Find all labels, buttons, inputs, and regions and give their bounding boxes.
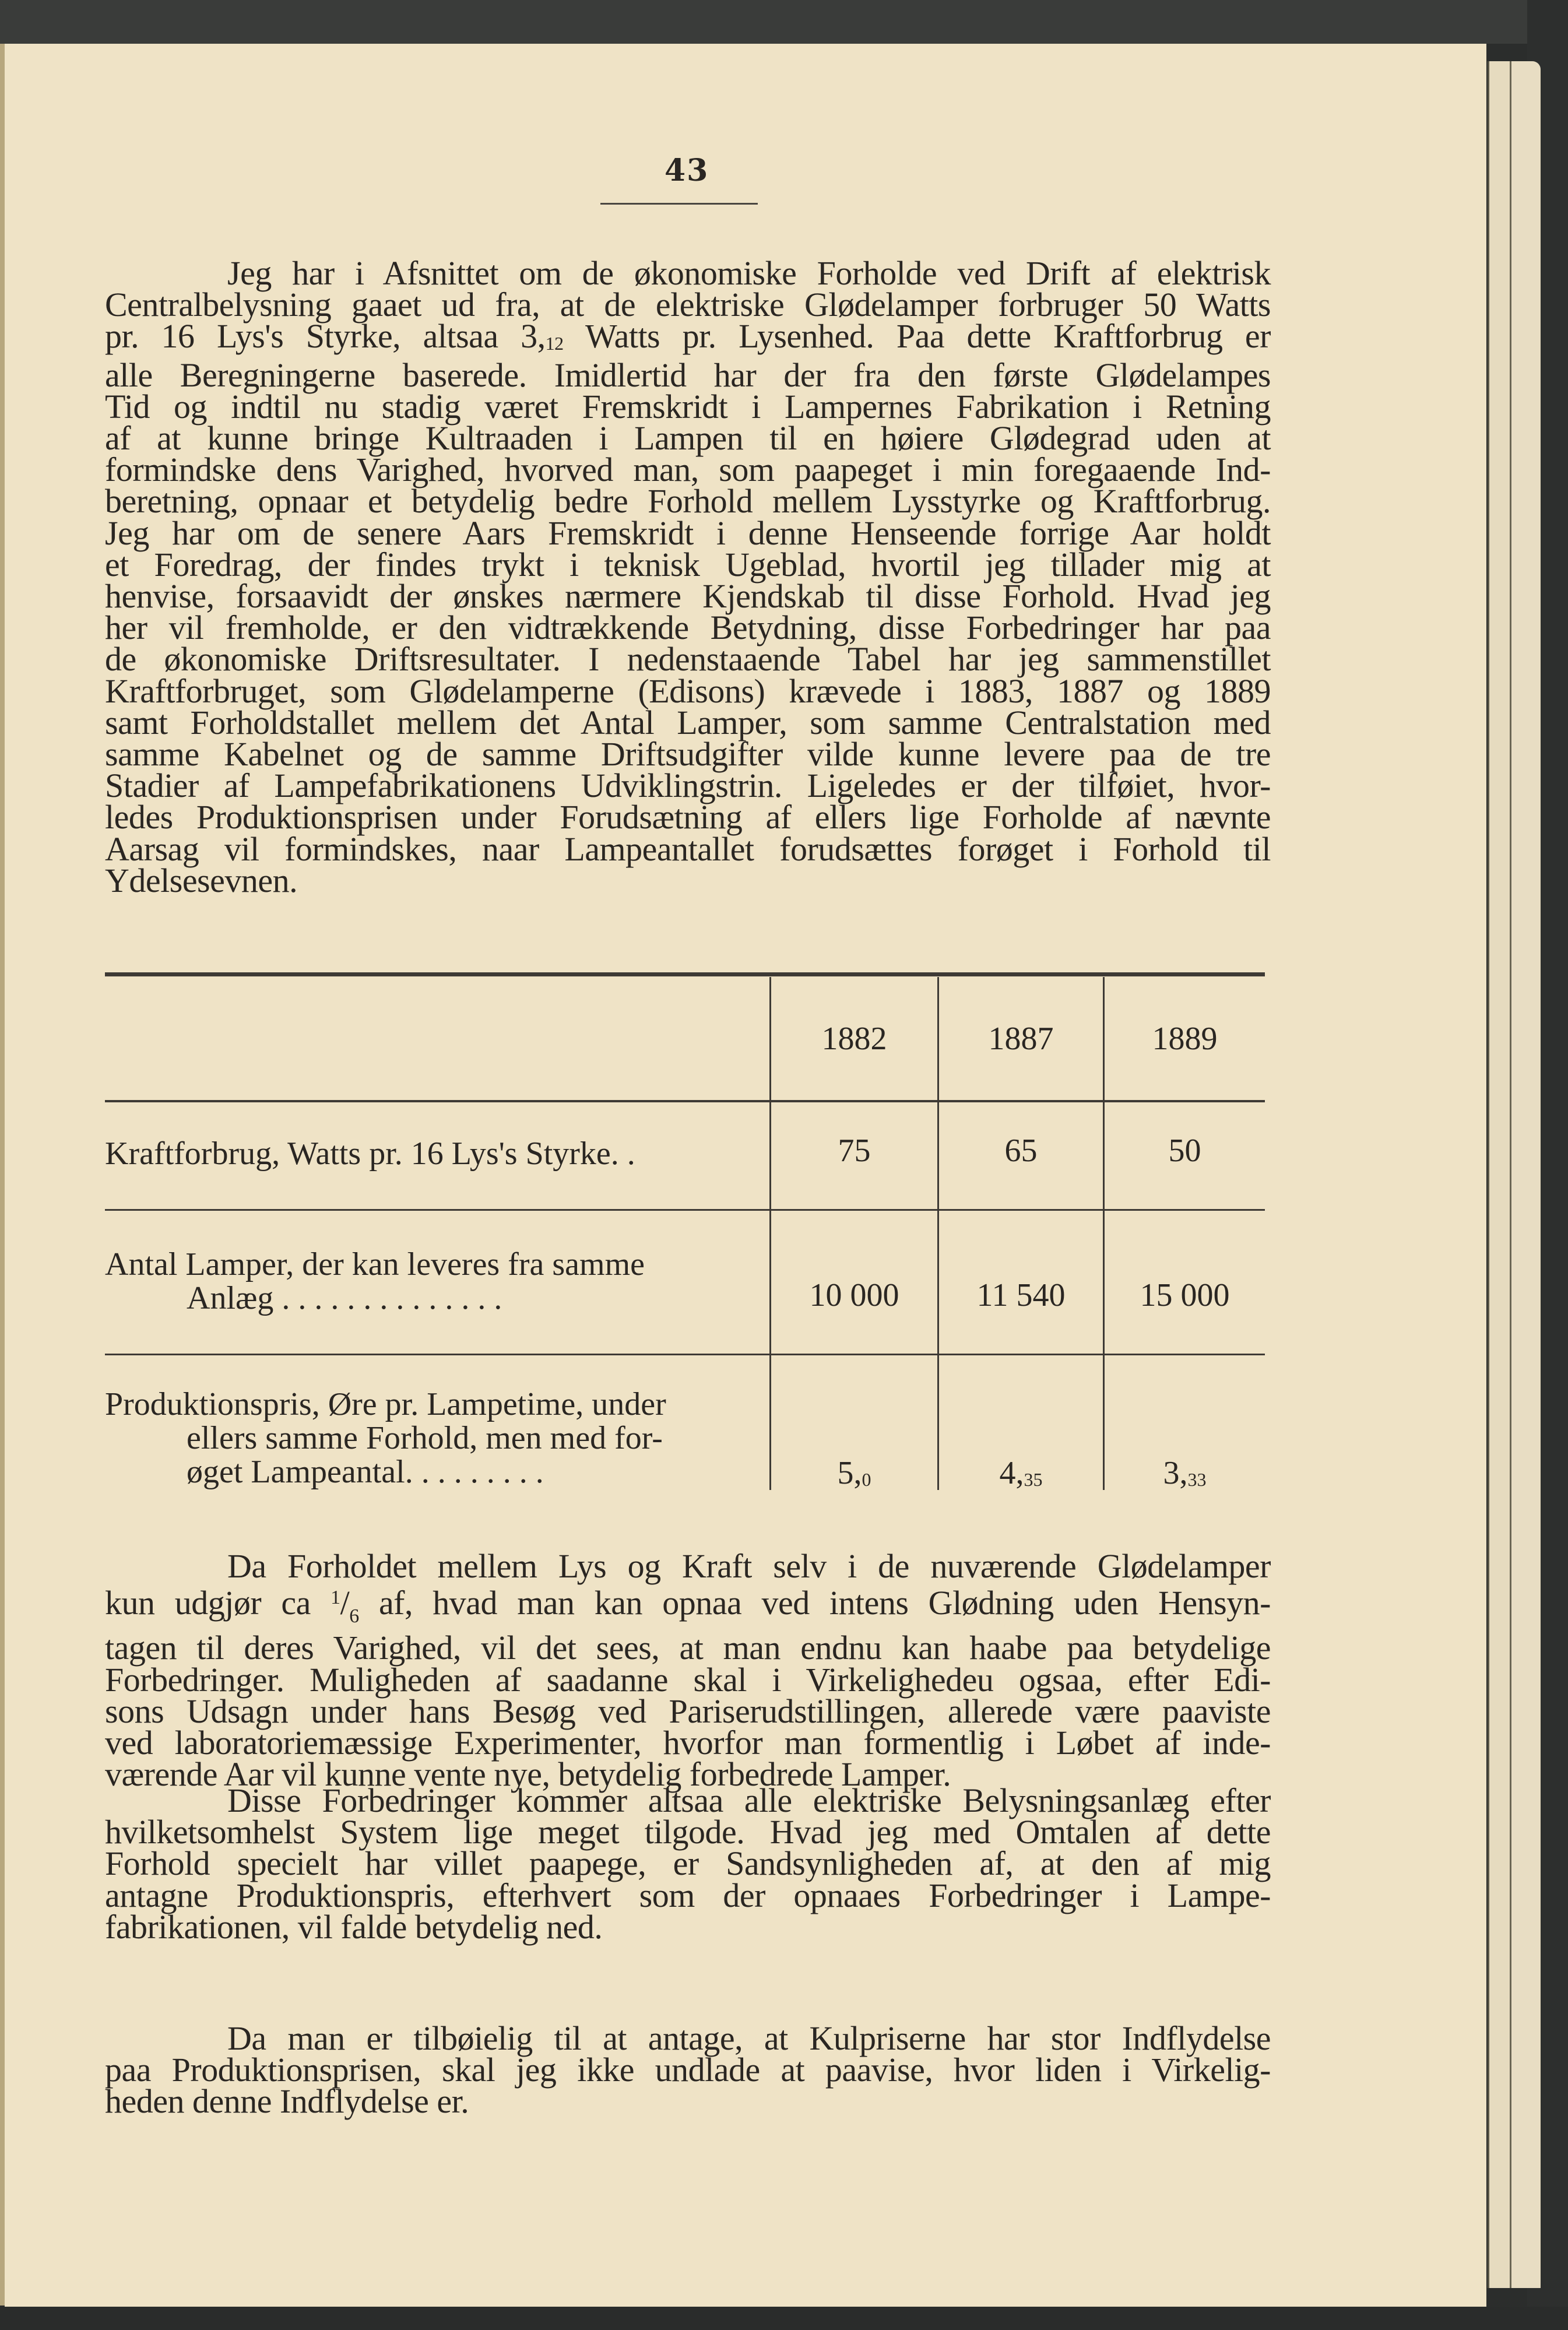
table-cell: 75 <box>838 1133 871 1169</box>
paragraph-3 <box>105 1781 1271 1946</box>
value-int: 4, <box>999 1455 1024 1491</box>
text-fragment: af, hvad man kan opnaa ved intens Glødning uden Hensyn- <box>358 1584 1271 1622</box>
book-cover-top <box>0 0 1568 44</box>
text-line: Jeg har om de senere Aars Fremskridt i denne Henseende forrige Aar holdt <box>105 514 1271 552</box>
row-label-text: Anlæg . . . . . . . . . . . . . . <box>187 1280 502 1316</box>
text-line: Kraftforbruget, som Glødelamperne (Edisons) krævede i 1883, 1887 og 1889 <box>105 672 1271 710</box>
text-line: værende Aar vil kunne vente nye, betydelig forbedrede Lamper. <box>105 1755 951 1794</box>
paragraph-1 <box>105 254 1271 899</box>
page-gutter <box>0 44 5 2306</box>
row-label-text: Produktionspris, Øre pr. Lampetime, under <box>105 1386 666 1422</box>
text-fragment: Watts pr. Lysenhed. Paa dette Kraftforbrug er <box>563 317 1271 356</box>
text-line: Ydelsesevnen. <box>105 861 298 899</box>
table-cell: 10 000 <box>809 1277 899 1313</box>
column-header-1889: 1889 <box>1152 1021 1218 1057</box>
table-cell: 15 000 <box>1140 1277 1230 1313</box>
text-line: Da Forholdet mellem Lys og Kraft selv i de nuværende Glødelamper <box>227 1547 1271 1585</box>
text-line: et Foredrag, der findes trykt i teknisk Ugeblad, hvortil jeg tillader mig at <box>105 545 1271 584</box>
text-fragment: pr. 16 Lys's Styrke, altsaa 3, <box>105 317 546 356</box>
text-line: henvise, forsaavidt der ønskes nærmere Kjendskab til disse Forhold. Hvad jeg <box>105 577 1271 616</box>
text-line: alle Beregningerne baserede. Imidlertid har der fra den første Glødelampes <box>105 356 1271 394</box>
table-cell <box>771 1454 937 1492</box>
fraction-numerator: 1 <box>331 1587 340 1609</box>
text-line <box>105 317 1271 359</box>
table-header-rule <box>105 1100 1265 1102</box>
subscript-decimal: 12 <box>545 333 564 354</box>
page-leaf-edge <box>1510 61 1541 2288</box>
text-line: af at kunne bringe Kultraaden i Lampen til en høiere Glødegrad uden at <box>105 419 1271 458</box>
text-line: formindske dens Varighed, hvorved man, som paapeget i min foregaaende Ind- <box>105 451 1271 489</box>
value-decimal: 33 <box>1187 1469 1207 1490</box>
text-line: ledes Produktionsprisen under Forudsætning af ellers lige Forholde af nævnte <box>105 798 1271 837</box>
text-line: antagne Produktionspris, efterhvert som der opnaaes Forbedringer i Lampe- <box>105 1876 1271 1914</box>
text-line: heden denne Indflydelse er. <box>105 2082 469 2121</box>
column-header-1882: 1882 <box>821 1021 887 1057</box>
text-line: beretning, opnaar et betydelig bedre Forhold mellem Lysstyrke og Kraftforbrug. <box>105 482 1271 521</box>
table-cell: 11 540 <box>976 1277 1066 1313</box>
value-int: 3, <box>1163 1455 1188 1491</box>
text-line: Stadier af Lampefabrikationens Udviklingstrin. Ligeledes er der tilføiet, hvor- <box>105 767 1271 805</box>
value-decimal: 35 <box>1024 1469 1043 1490</box>
table-cell <box>939 1454 1103 1492</box>
text-line: Centralbelysning gaaet ud fra, at de elektriske Glødelamper forbruger 50 Watts <box>105 286 1271 324</box>
row-label-text: Antal Lamper, der kan leveres fra samme <box>105 1246 645 1282</box>
text-line: Tid og indtil nu stadig været Fremskridt i Lampernes Fabrikation i Retning <box>105 387 1271 426</box>
text-line: Aarsag vil formindskes, naar Lampeantallet forudsættes forøget i Forhold til <box>105 830 1271 868</box>
text-line: samt Forholdstallet mellem det Antal Lamper, som samme Centralstation med <box>105 703 1271 741</box>
text-line: samme Kabelnet og de samme Driftsudgifter vilde kunne levere paa de tre <box>105 735 1271 774</box>
column-header-1887: 1887 <box>988 1021 1054 1057</box>
page-leaf-edge <box>1488 61 1510 2288</box>
text-line: de økonomiske Driftsresultater. I nedenstaaende Tabel har jeg sammenstillet <box>105 640 1271 679</box>
page-number: 43 <box>665 153 709 188</box>
table-cell: 50 <box>1168 1133 1201 1169</box>
header-rule <box>600 203 758 205</box>
table-row-rule <box>105 1209 1265 1211</box>
table-row-label <box>105 1137 740 1171</box>
text-line: sons Udsagn under hans Besøg ved Pariserudstillingen, allerede være paaviste <box>105 1692 1271 1730</box>
table-cell <box>1105 1454 1265 1492</box>
text-line: Disse Forbedringer kommer altsaa alle elektriske Belysningsanlæg efter <box>227 1781 1271 1819</box>
row-label-text: Kraftforbrug, Watts pr. 16 Lys's Styrke. . <box>105 1136 635 1172</box>
book-cover-bottom <box>0 2307 1568 2330</box>
text-line: kun udgjør ca $^1/_6$ af, hvad man kan opnaa ved intens Glødning uden Hensyn- <box>105 1584 1271 1628</box>
text-line: Jeg har i Afsnittet om de økonomiske Forholde ved Drift af elektrisk <box>227 254 1271 292</box>
table-top-rule <box>105 972 1265 976</box>
row-label-text: ellers samme Forhold, men med for- <box>187 1420 663 1456</box>
text-line: tagen til deres Varighed, vil det sees, at man endnu kan haabe paa betydelige <box>105 1629 1271 1667</box>
text-line: hvilketsomhelst System lige meget tilgode. Hvad jeg med Omtalen af dette <box>105 1813 1271 1851</box>
text-line: Forhold specielt har villet paapege, er Sandsynligheden af, at den af mig <box>105 1844 1271 1883</box>
paragraph-4 <box>105 2019 1271 2121</box>
text-fragment: kun udgjør ca <box>105 1584 331 1622</box>
text-line: ved laboratoriemæssige Experimenter, hvorfor man formentlig i Løbet af inde- <box>105 1724 1271 1762</box>
data-table <box>105 968 1265 1492</box>
value-int: 5, <box>837 1455 862 1491</box>
row-label-text: øget Lampeantal. . . . . . . . . <box>187 1454 544 1490</box>
fraction-denominator: 6 <box>349 1605 359 1628</box>
text-line: her vil fremholde, er den vidtrækkende Betydning, disse Forbedringer har paa <box>105 609 1271 647</box>
text-line: Forbedringer. Muligheden af saadanne skal i Virkelighedeu ogsaa, efter Edi- <box>105 1660 1271 1699</box>
text-line: paa Produktionsprisen, skal jeg ikke undlade at paavise, hvor liden i Virkelig- <box>105 2051 1271 2089</box>
text-line: Da man er tilbøielig til at antage, at Kulpriserne har stor Indflydelse <box>227 2019 1271 2057</box>
table-row-label <box>105 1387 740 1489</box>
table-row-label <box>105 1247 740 1315</box>
value-decimal: 0 <box>862 1469 871 1490</box>
text-line: fabrikationen, vil falde betydelig ned. <box>105 1907 603 1946</box>
table-row-rule <box>105 1354 1265 1355</box>
table-cell: 65 <box>1004 1133 1038 1169</box>
paragraph-2 <box>105 1547 1271 1794</box>
